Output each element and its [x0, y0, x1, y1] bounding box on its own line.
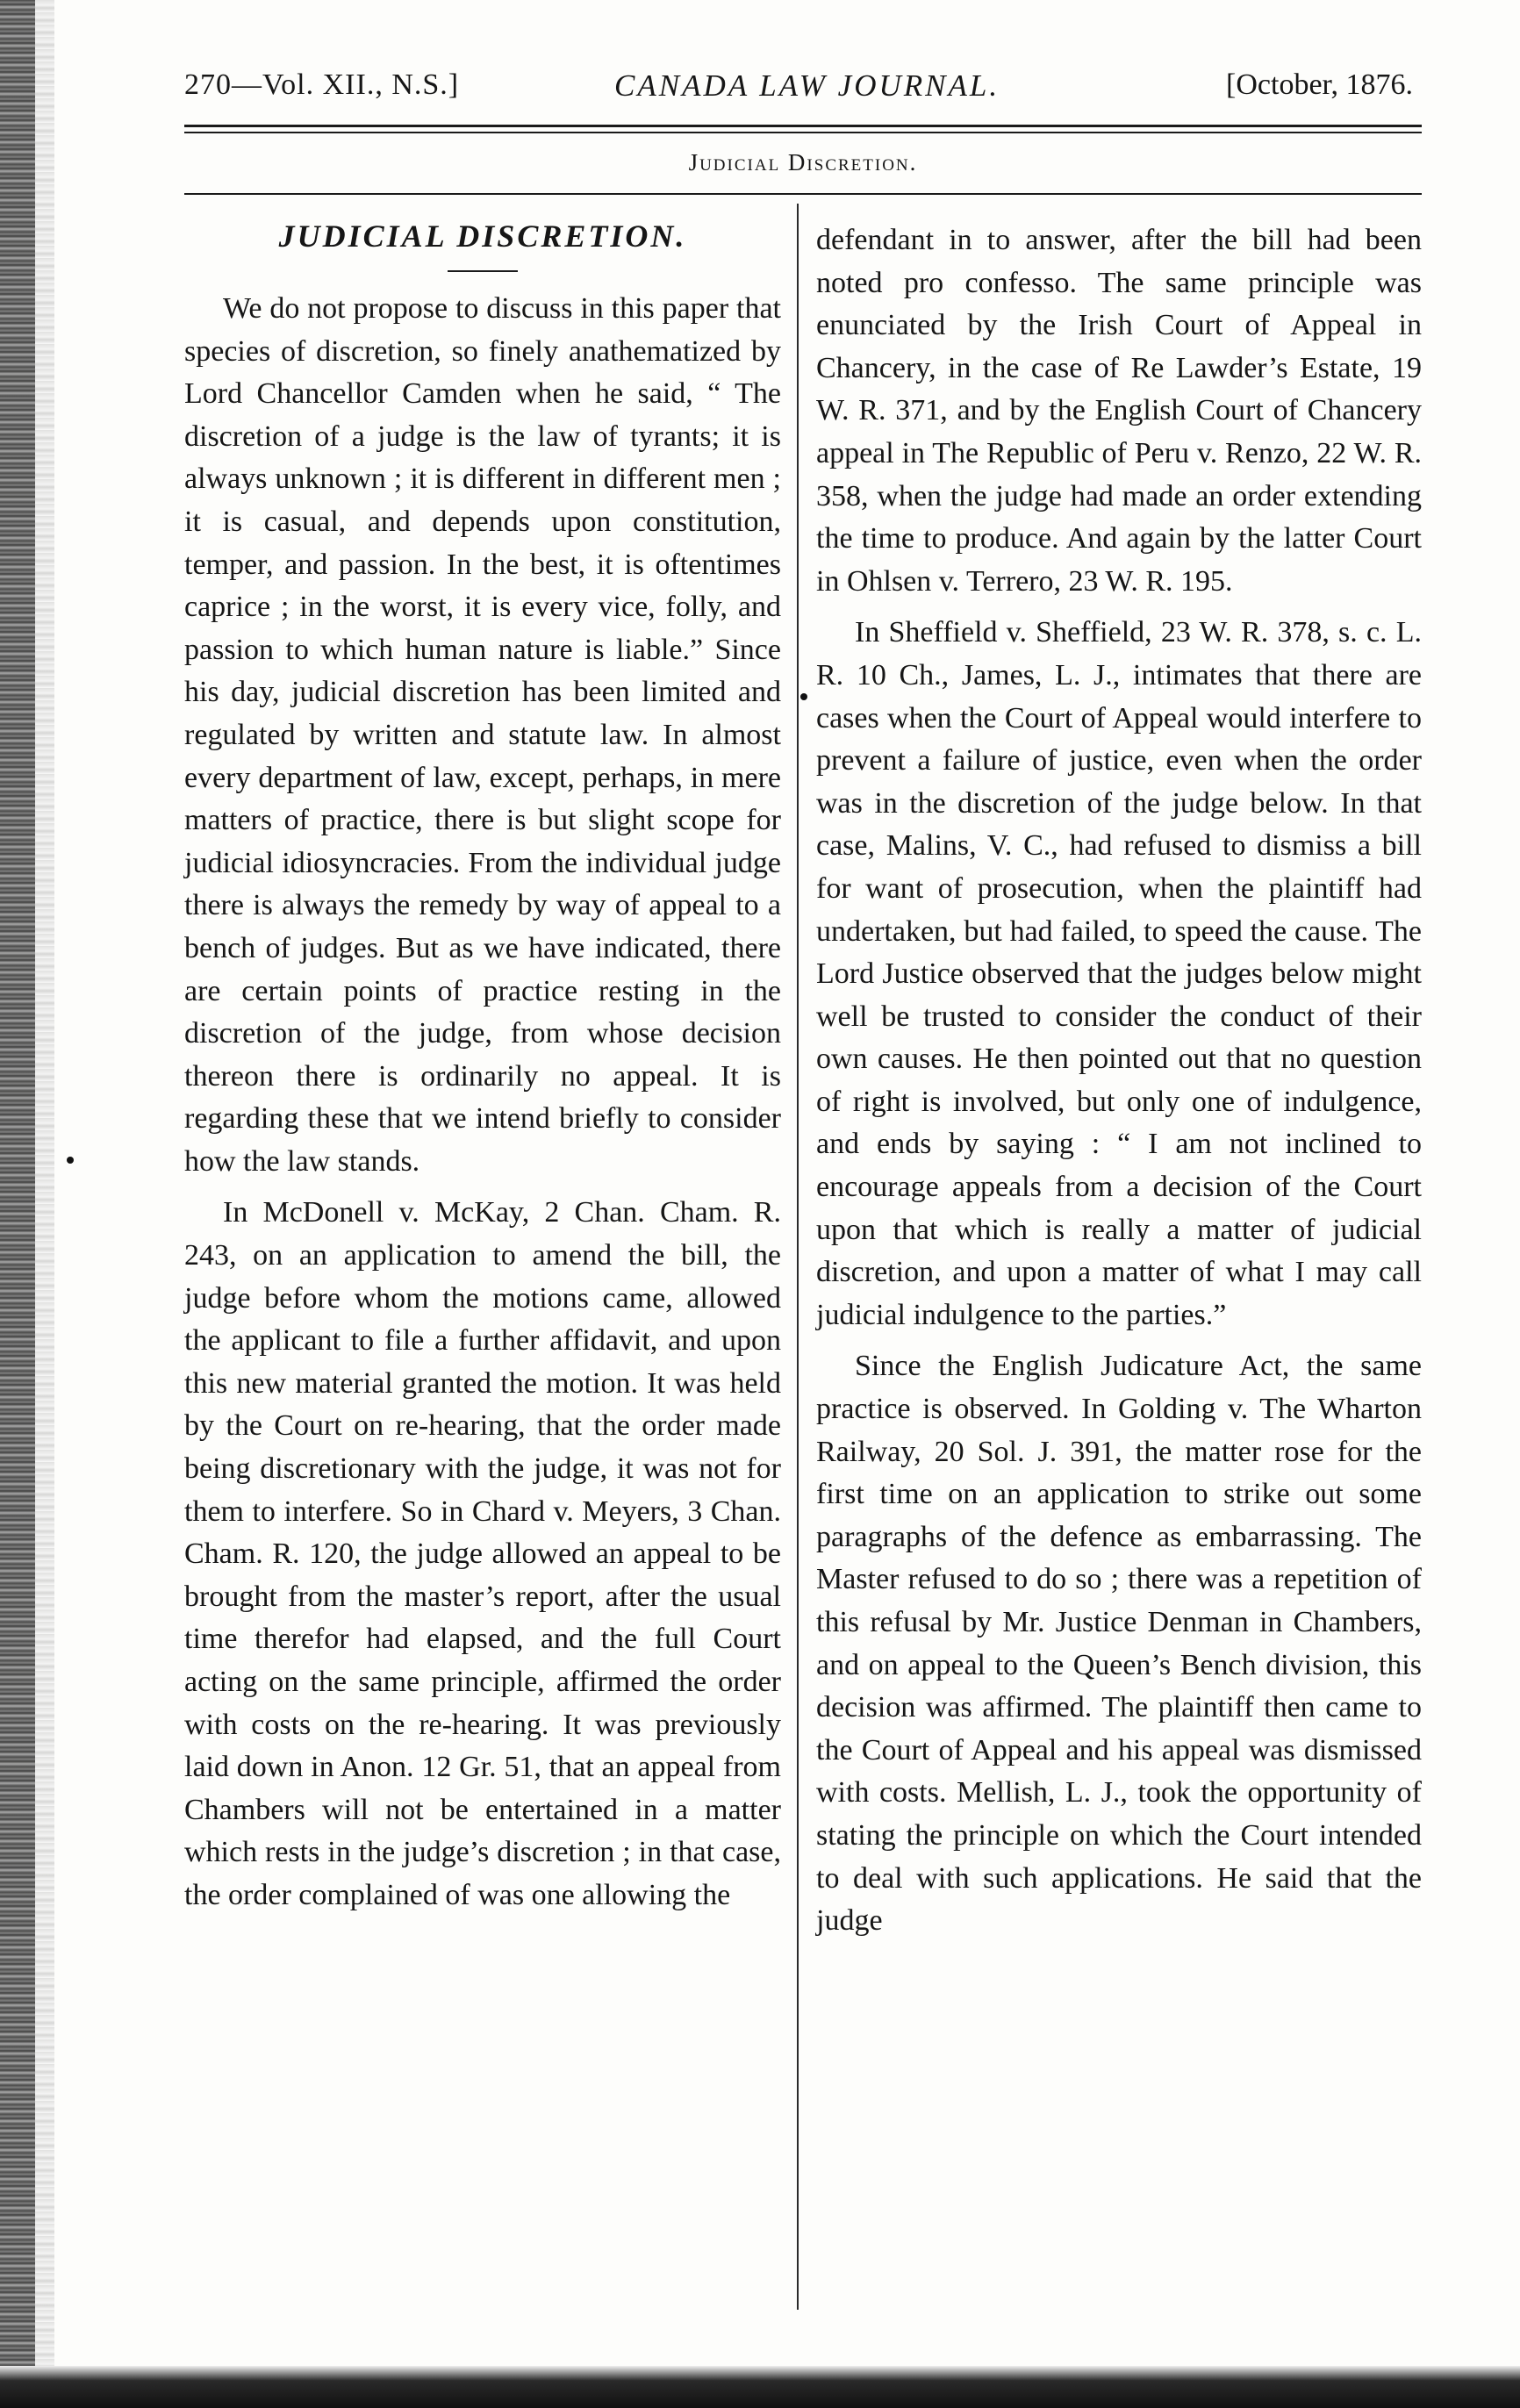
title-rule [448, 270, 518, 272]
header-rule-bottom [184, 132, 1422, 133]
article-title: JUDICIAL DISCRETION. [278, 219, 687, 254]
journal-title: CANADA LAW JOURNAL. [614, 68, 1000, 103]
issue-date: [October, 1876. [1226, 68, 1413, 101]
ink-speck [800, 693, 807, 700]
binding-edge [0, 0, 35, 2408]
header-rule-top [184, 125, 1422, 127]
page-volume-label: 270—Vol. XII., N.S.] [184, 68, 460, 101]
right-column [816, 219, 1422, 1952]
left-column [184, 211, 781, 1926]
paragraph: We do not propose to discuss in this paper that species of discretion, so finely anathematized by Lord Chancellor Camden when he said, “ The discretion of a judge is the law of tyrants; it is always unknown ; it is different in different men ; it is casual, and depends upon constitution, temper, and passion. In the best, it is oftentimes caprice ; in the worst, it is every vice, folly, and passion to which human nature is liable.” Since his day, judicial discretion has been limited and regulated by written and statute law. In almost every department of law, except, perhaps, in mere matters of practice, there is but slight scope for judicial idiosyncracies. From the individual judge there is always the remedy by way of appeal to a bench of judges. But as we have indicated, there are certain points of practice resting in the discretion of the judge, from whose decision thereon there is ordinarily no appeal. It is regarding these that we intend briefly to consider how the law stands. [184, 292, 781, 1178]
section-rule [184, 193, 1422, 195]
running-head [184, 68, 1413, 121]
binding-shadow [35, 0, 54, 2408]
paragraph: In McDonell v. McKay, 2 Chan. Cham. R. 243, on an application to amend the bill, the judge before whom the motions came, allowed the applicant to file a further affidavit, and upon this new material granted the motion. It was held by the Court on re-hearing, that the order made being discretionary with the judge, it was not for them to interfere. So in Chard v. Meyers, 3 Chan. Cham. R. 120, the judge allowed an appeal to be brought from the master’s report, after the usual time therefor had elapsed, and the full Court acting on the same principle, affirmed the order with costs on the re-hearing. It was previously laid down in Anon. 12 Gr. 51, that an appeal from Chambers will not be entertained in a matter which rests in the judge’s discretion ; in that case, the order complained of was one allowing the [184, 1196, 781, 1911]
ink-speck [67, 1157, 74, 1164]
paragraph: Since the English Judicature Act, the same practice is observed. In Golding v. The Wharton Railway, 20 Sol. J. 391, the matter rose for the first time on an application to strike out some paragraphs of the defence as embarrassing. The Master refused to do so ; there was a repetition of this refusal by Mr. Justice Denman in Chambers, and on appeal to the Queen’s Bench division, this decision was affirmed. The plaintiff then came to the Court of Appeal and his appeal was dismissed with costs. Mellish, L. J., took the opportunity of stating the principle on which the Court intended to deal with such applications. He said that the judge [816, 1350, 1422, 1938]
page-bottom-edge [0, 2366, 1520, 2408]
section-title: Judicial Discretion. [688, 149, 918, 176]
paragraph: defendant in to answer, after the bill had been noted pro confesso. The same principle was enunciated by the Irish Court of Appeal in Chancery, in the case of Re Lawder’s Estate, 19 W. R. 371, and by the English Court of Chancery appeal in The Republic of Peru v. Renzo, 22 W. R. 358, when the judge had made an order extending the time to produce. And again by the latter Court in Ohlsen v. Terrero, 23 W. R. 195. [816, 224, 1422, 598]
column-divider [797, 204, 799, 2310]
paragraph: In Sheffield v. Sheffield, 23 W. R. 378, s. c. L. R. 10 Ch., James, L. J., intimates that there are cases when the Court of Appeal would interfere to prevent a failure of justice, even when the order was in the discretion of the judge below. In that case, Malins, V. C., had refused to dismiss a bill for want of prosecution, when the plaintiff had undertaken, but had failed, to speed the cause. The Lord Justice observed that the judges below might well be trusted to consider the conduct of their own causes. He then pointed out that no question of right is involved, but only one of indulgence, and ends by saying : “ I am not inclined to encourage appeals from a decision of the Court upon that which is really a matter of judicial discretion, and upon a matter of what I may call judicial indulgence to the parties.” [816, 616, 1422, 1331]
